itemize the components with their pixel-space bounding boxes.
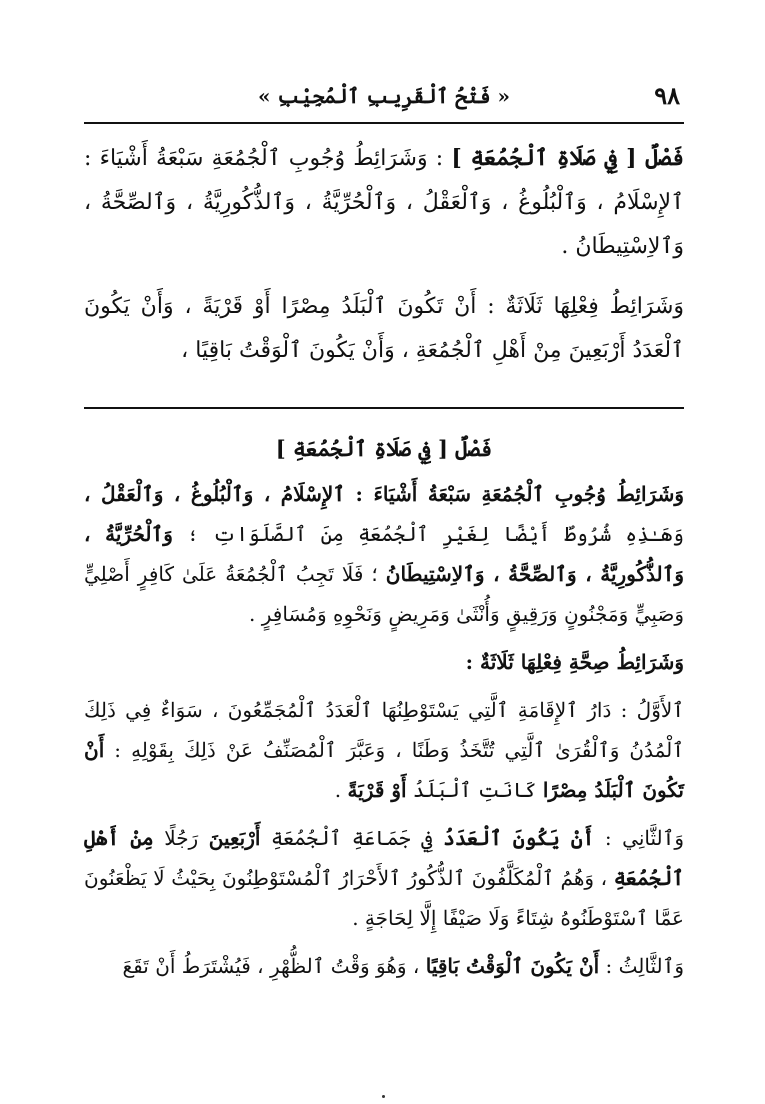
commentary-text: ، وَهُوَ وَقْتُ ٱلظُّهْرِ ، فَيُشْتَرَطُ أَنْ تَقَعَ [122,954,426,978]
sharh-paragraph-4 [84,818,684,938]
matn-quote: أَوْ قَرْيَةً [347,778,407,802]
commentary-text: وَٱلثَّالِثُ : [599,954,684,978]
matn-quote: وَشَرَائِطُ وُجُوبِ ٱلْجُمُعَةِ سَبْعَةُ أَشْيَاءَ : ٱلإِسْلَامُ ، وَٱلْبُلُوغُ ، وَٱلْعَقْلُ ، [84,482,684,506]
matn-quote: أَنْ يَكُونَ ٱلْوَقْتُ بَاقِيًا [425,954,600,978]
commentary-text: رَجُلًا [153,826,209,850]
matn-text: : وَشَرَائِطُ وُجُوبِ ٱلْجُمُعَةِ سَبْعَةُ أَشْيَاءَ : ٱلإِسْلَامُ ، وَٱلْبُلُوغُ ، وَٱلْعَقْلُ ، وَٱلْحُرِّيَّةُ ، وَٱلذُّكُورِيَّةُ ، وَٱلصِّحَّةُ ، وَٱلاِسْتِيطَانُ . [84,146,684,259]
matn-quote: أَنْ تَكُونَ ٱلْبَلَدُ مِصْرًا [84,738,684,802]
commentary-text: ، وَهُمُ ٱلْمُكَلَّفُونَ ٱلذُّكُورُ ٱلأَحْرَارُ ٱلْمُسْتَوْطِنُونَ بِحَيْثُ لَا يَظْعَنُونَ عَمَّا ٱسْتَوْطَنُوهُ شِتَاءً وَلَا صَيْفًا إِلَّا لِحَاجَةٍ . [84,866,684,930]
sharh-paragraph-3 [84,690,684,810]
commentary-text: ٱلأَوَّلُ : دَارُ ٱلإِقَامَةِ ٱلَّتِي يَسْتَوْطِنُهَا ٱلْعَدَدُ ٱلْمُجَمِّعُونَ ، سَوَاءٌ فِي ذَلِكَ ٱلْمُدُنُ وَٱلْقُرَىٰ ٱلَّتِي تُتَّخَذُ وَطَنًا ، وَعَبَّرَ ٱلْمُصَنِّفُ عَنْ ذَلِكَ بِقَوْلِهِ : [84,698,684,762]
commentary-text: ؛ فَلَا تَجِبُ ٱلْجُمُعَةُ عَلَىٰ كَافِرٍ أَصْلِيٍّ وَصَبِيٍّ وَمَجْنُونٍ وَرَقِيقٍ وَأُنْثَىٰ وَمَرِيضٍ وَنَحْوِهِ وَمُسَافِرٍ . [84,562,684,626]
running-header [84,78,684,118]
commentary-text: فِي جَمَاعَةِ ٱلْجُمُعَةِ [260,826,444,850]
header-rule [84,122,684,124]
section-divider [84,407,684,409]
sharh-heading: فَصْلٌ [ فِي صَلَاةِ ٱلْجُمُعَةِ ] [275,436,493,461]
book-title: « فَتْحُ ٱلْقَرِيبِ ٱلْمُجِيْبِ » [257,84,511,108]
matn-quote: أَنْ يَكُونَ ٱلْعَدَدُ [443,826,595,850]
matn-quote: وَٱلْحُرِّيَّةُ ، وَٱلذُّكُورِيَّةُ ، وَٱلصِّحَّةُ ، وَٱلاِسْتِيطَانُ [84,522,685,586]
sharh-paragraph-2: وَشَرَائِطُ صِحَّةِ فِعْلِهَا ثَلَاثَةٌ : [465,650,684,674]
matn-quote: مِنْ أَهْلِ ٱلْجُمُعَةِ [84,826,684,890]
matn-quote: أَرْبَعِينَ [208,826,261,850]
matn-section-title: فَصْلٌ [ فِي صَلَاةِ ٱلْجُمُعَةِ ] [451,145,684,171]
sharh-paragraph-5 [84,946,684,986]
sharh-paragraph-1 [84,474,684,634]
commentary-text: كَانَتِ ٱلْبَلَدُ [406,778,543,802]
commentary-text: . [334,778,348,802]
matn-paragraph-2: وَشَرَائِطُ فِعْلِهَا ثَلَاثَةٌ : أَنْ تَكُونَ ٱلْبَلَدُ مِصْرًا أَوْ قَرْيَةً ، وَأَنْ يَكُونَ ٱلْعَدَدُ أَرْبَعِينَ مِنْ أَهْلِ ٱلْجُمُعَةِ ، وَأَنْ يَكُونَ ٱلْوَقْتُ بَاقِيًا ، [84,294,684,363]
commentary-text: وَٱلثَّانِي : [594,826,684,850]
matn-section [84,136,684,389]
matn-paragraph-1 [84,136,684,269]
sharh-section [84,428,684,994]
footer-mark [382,1095,385,1098]
commentary-text: وَهَـٰذِهِ شُرُوطٌ أَيْضًا لِغَيْرِ ٱلْجُمُعَةِ مِنَ ٱلصَّلَوَاتِ ؛ [172,522,685,546]
page-number: ٩٨ [654,81,680,110]
